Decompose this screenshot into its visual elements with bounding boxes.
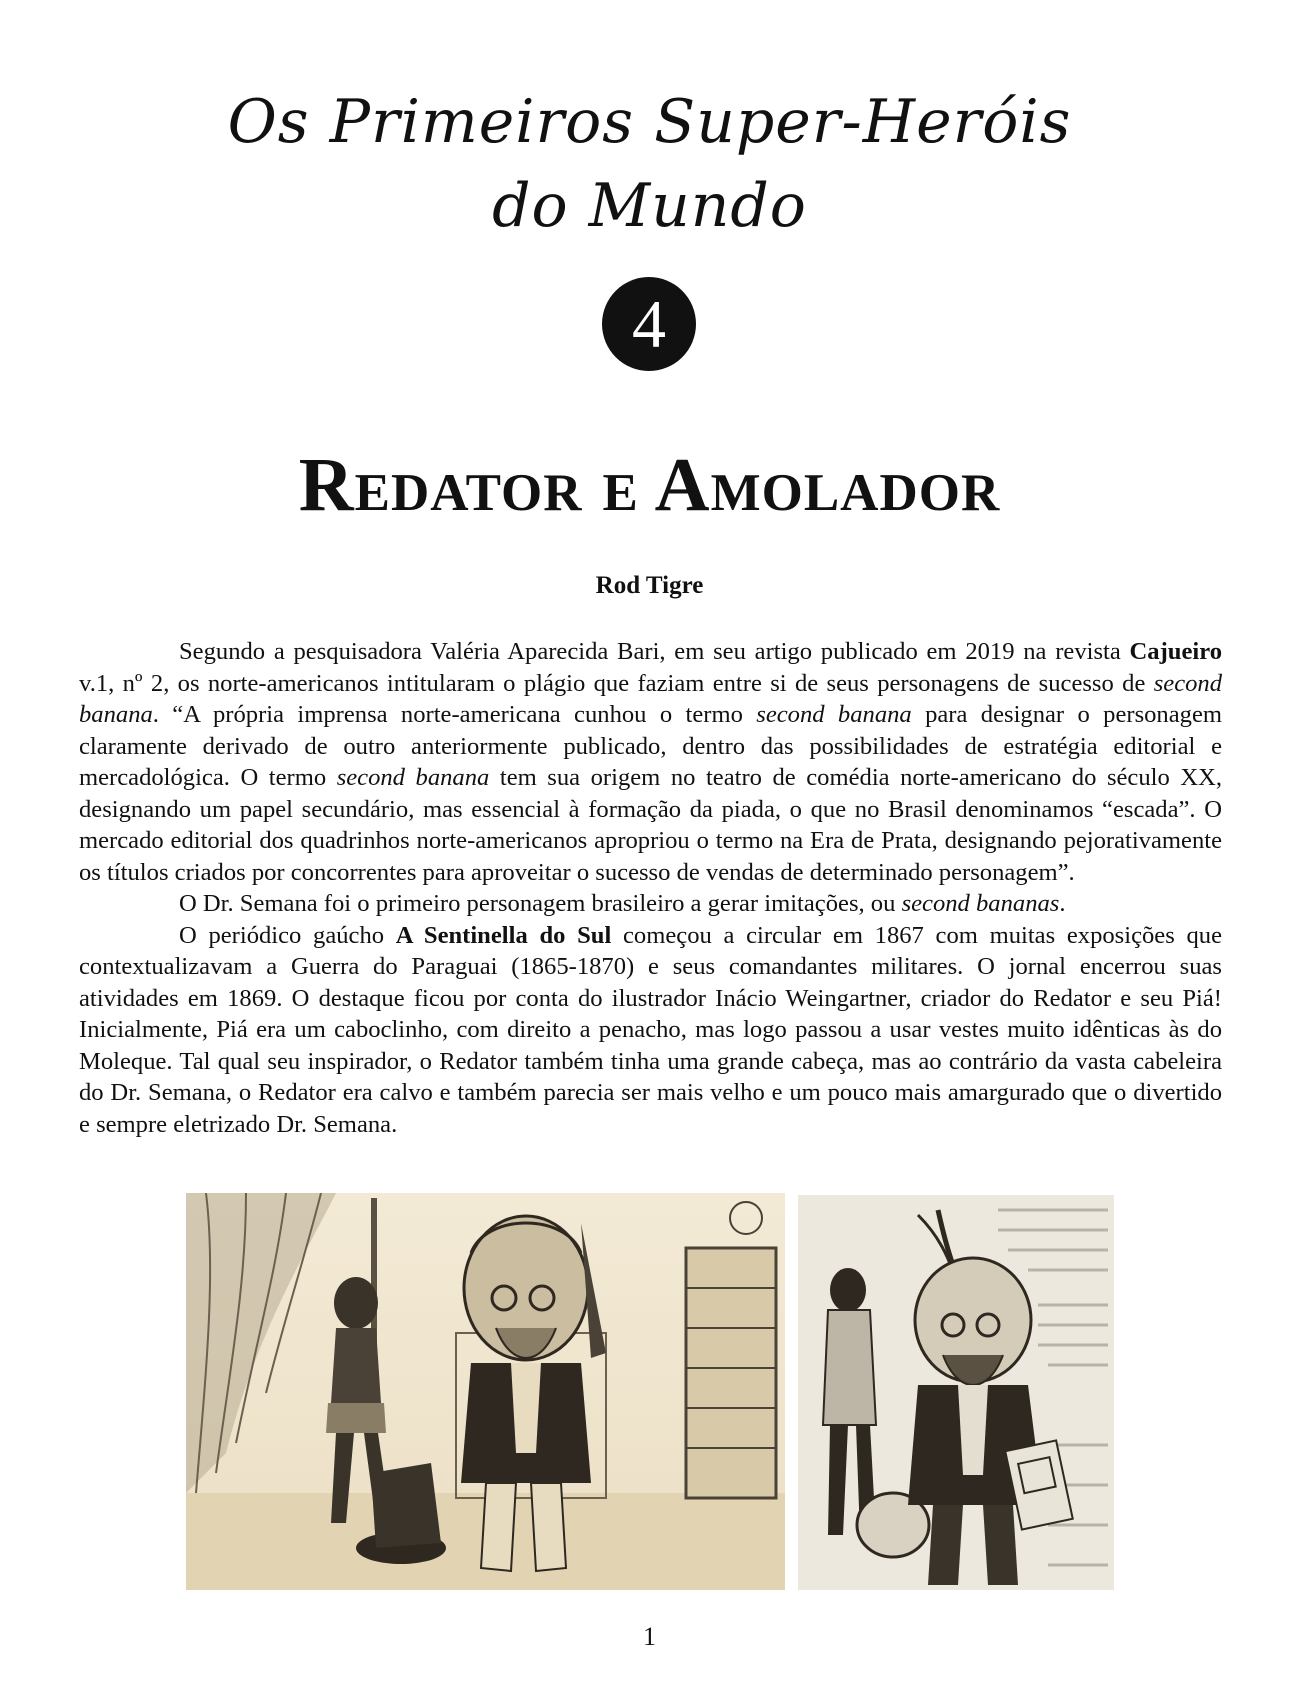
illustration-right — [798, 1195, 1114, 1590]
text-run: O periódico gaúcho — [179, 921, 396, 949]
chapter-number-badge: 4 — [602, 277, 696, 371]
italic-text: second bananas — [901, 890, 1060, 917]
page-number: 1 — [643, 1622, 656, 1651]
text-run: . — [1059, 890, 1066, 917]
body-paragraph — [79, 888, 1222, 920]
bold-text: Cajueiro — [1129, 638, 1222, 665]
text-run: começou a circular em 1867 com muitas exposições que contextualizavam a Guerra do Paraguai (1865-1870) e seus comandantes militares. O jornal encerrou suas atividades em 1869. O destaque ficou por conta do ilustrador Inácio Weingartner, criador do Redator e seu Piá! Inicialmente, Piá era um caboclinho, com direito a penacho, mas logo passou a usar vestes muito idênticas às do Moleque. Tal qual seu inspirador, o Redator também tinha uma grande cabeça, mas ao contrário da vasta cabeleira do Dr. Semana, o Redator era calvo e também parecia ser mais velho e um pouco mais amargurado que o divertido e sempre eletrizado Dr. Semana. — [79, 921, 1222, 1138]
italic-text: second banana — [756, 701, 912, 728]
text-run: para designar o personagem claramente derivado de outro anteriormente publicado, dentro das possibilidades de estratégia editorial e mercadológica. O termo — [79, 701, 1222, 791]
body-paragraph — [79, 636, 1222, 888]
article-body — [79, 636, 1222, 1140]
text-run: Segundo a pesquisadora Valéria Aparecida Bari, em seu artigo publicado em 2019 na revista — [179, 638, 1130, 665]
author-byline: Rod Tigre — [595, 572, 704, 599]
text-run: tem sua origem no teatro de comédia norte-americano do século XX, designando um papel secundário, mas essencial à formação da piada, o que no Brasil denominamos “escada”. O mercado editorial dos quadrinhos norte-americanos apropriou o termo na Era de Prata, designando pejorativamente os títulos criados por concorrentes para aproveitar o sucesso de vendas de determinado personagem”. — [79, 764, 1222, 886]
series-title-line2: do Mundo — [492, 171, 807, 241]
bold-text: A Sentinella do Sul — [395, 921, 612, 949]
series-title-line1: Os Primeiros Super-Heróis — [227, 87, 1072, 157]
illustration-left — [186, 1193, 785, 1590]
text-run: O Dr. Semana foi o primeiro personagem brasileiro a gerar imitações, ou — [179, 890, 902, 917]
series-title — [0, 80, 1299, 248]
italic-text: second banana — [79, 669, 1222, 728]
text-run: . “A própria imprensa norte-americana cunhou o termo — [152, 701, 757, 728]
body-paragraph — [79, 920, 1222, 1141]
chapter-title: Redator e Amolador — [298, 443, 1001, 527]
text-run: v.1, nº 2, os norte-americanos intitularam o plágio que faziam entre si de seus personagens de sucesso de — [79, 669, 1154, 697]
italic-text: second banana — [336, 764, 490, 791]
